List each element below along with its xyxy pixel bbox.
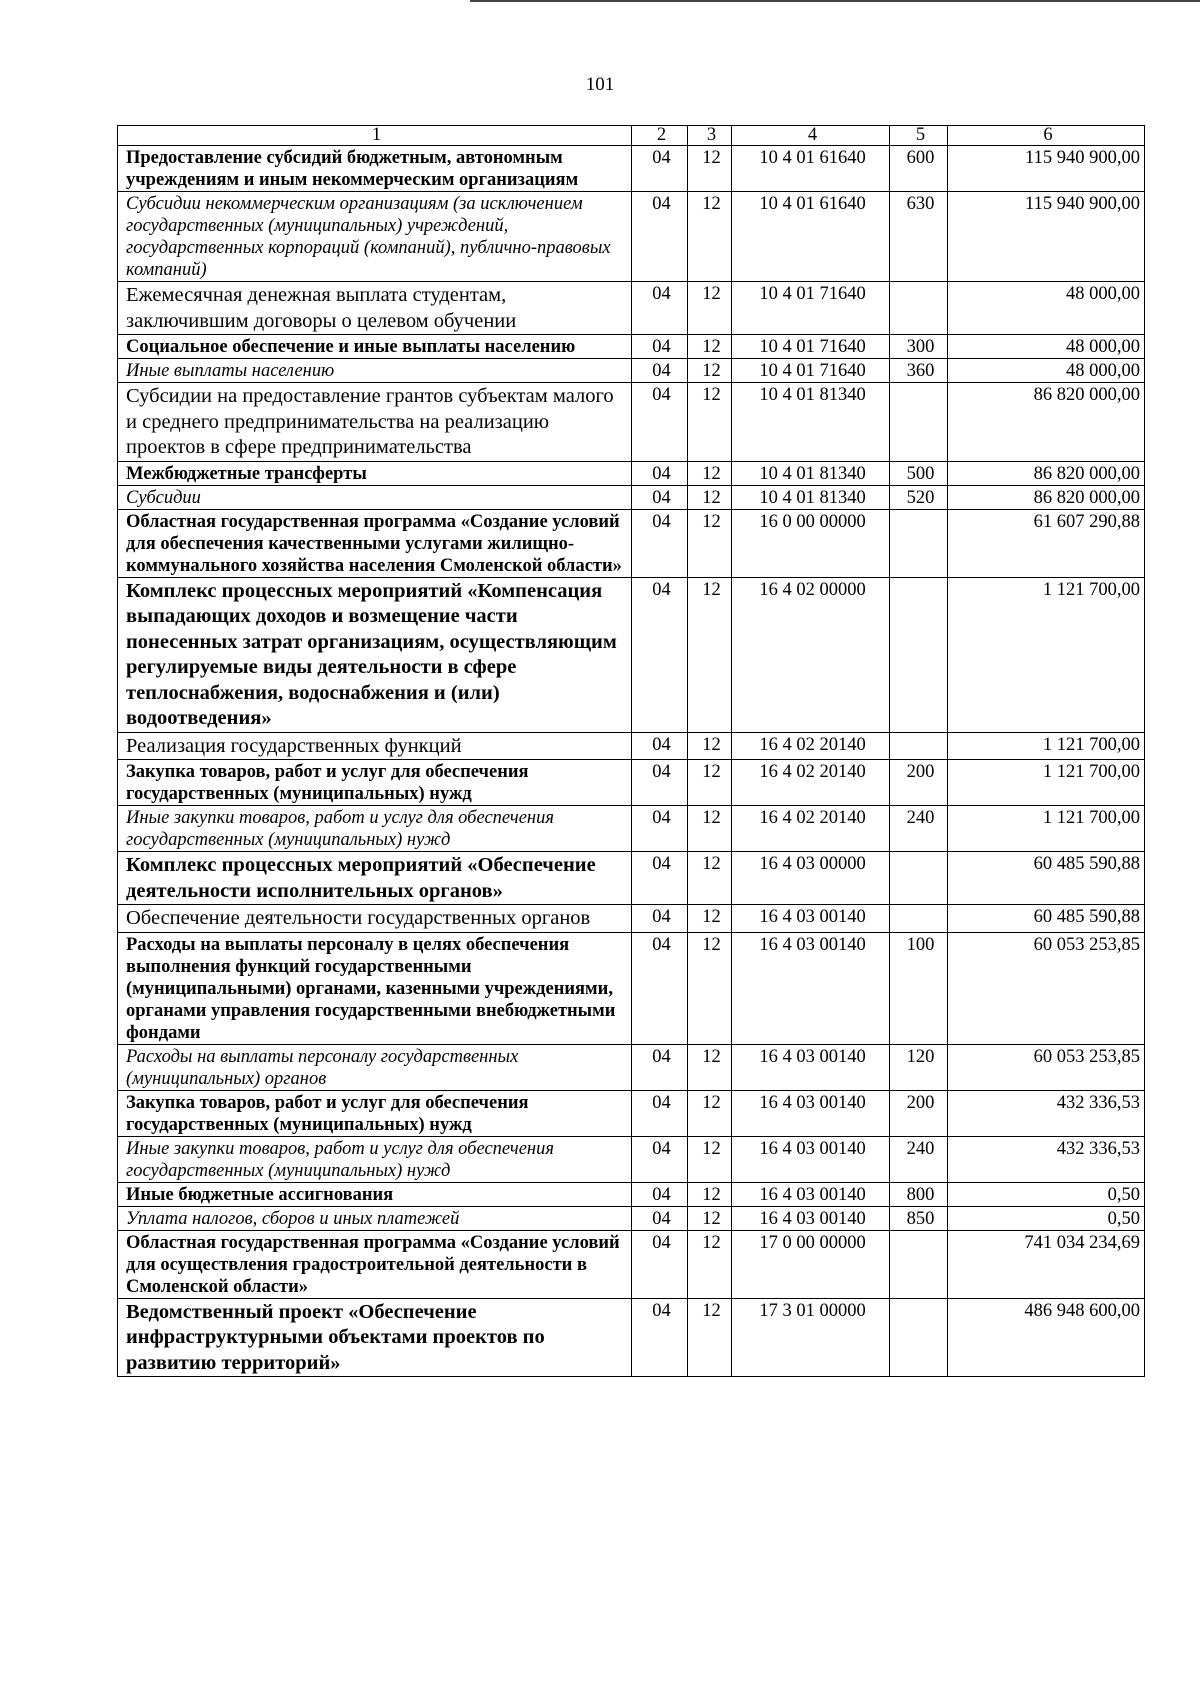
row-subsection-cell: 12 (688, 1136, 732, 1182)
row-section-cell: 04 (632, 1298, 688, 1377)
table-row (118, 1044, 1145, 1090)
row-name-cell: Иные закупки товаров, работ и услуг для обеспечения государственных (муниципальных) нужд (118, 1136, 632, 1182)
header-col-4: 4 (732, 126, 890, 146)
row-expense-type-cell: 200 (890, 1090, 948, 1136)
header-col-6: 6 (948, 126, 1145, 146)
row-amount-cell: 60 053 253,85 (948, 1044, 1145, 1090)
row-expense-type-cell: 500 (890, 461, 948, 485)
table-row (118, 1090, 1145, 1136)
row-name-cell: Закупка товаров, работ и услуг для обеспечения государственных (муниципальных) нужд (118, 1090, 632, 1136)
row-expense-type-cell (890, 852, 948, 905)
row-expense-type-cell: 800 (890, 1182, 948, 1206)
row-section-cell: 04 (632, 335, 688, 359)
row-target-code-cell: 16 4 03 00140 (732, 1090, 890, 1136)
table-row (118, 1182, 1145, 1206)
row-expense-type-cell (890, 732, 948, 760)
row-subsection-cell: 12 (688, 1182, 732, 1206)
row-target-code-cell: 16 4 03 00140 (732, 1182, 890, 1206)
row-target-code-cell: 16 4 03 00000 (732, 852, 890, 905)
row-section-cell: 04 (632, 806, 688, 852)
row-target-code-cell: 10 4 01 61640 (732, 146, 890, 192)
row-amount-cell: 86 820 000,00 (948, 485, 1145, 509)
row-section-cell: 04 (632, 1136, 688, 1182)
row-name-cell: Субсидии (118, 485, 632, 509)
row-section-cell: 04 (632, 932, 688, 1044)
row-expense-type-cell: 100 (890, 932, 948, 1044)
row-expense-type-cell: 360 (890, 359, 948, 383)
table-row (118, 146, 1145, 192)
row-name-cell: Расходы на выплаты персоналу в целях обеспечения выполнения функций государственными (муниципальными) органами, казенными учреждениями, органами управления государственными внебюджетными фондами (118, 932, 632, 1044)
row-amount-cell: 86 820 000,00 (948, 383, 1145, 462)
table-row (118, 577, 1145, 732)
row-target-code-cell: 16 4 03 00140 (732, 1044, 890, 1090)
row-section-cell: 04 (632, 509, 688, 577)
row-section-cell: 04 (632, 577, 688, 732)
table-row (118, 1230, 1145, 1298)
row-subsection-cell: 12 (688, 932, 732, 1044)
row-expense-type-cell: 240 (890, 1136, 948, 1182)
row-section-cell: 04 (632, 282, 688, 335)
row-amount-cell: 486 948 600,00 (948, 1298, 1145, 1377)
table-row (118, 1206, 1145, 1230)
row-expense-type-cell (890, 383, 948, 462)
row-target-code-cell: 16 4 02 20140 (732, 760, 890, 806)
table-row (118, 806, 1145, 852)
row-section-cell: 04 (632, 1090, 688, 1136)
table-row (118, 359, 1145, 383)
row-amount-cell: 1 121 700,00 (948, 732, 1145, 760)
row-section-cell: 04 (632, 760, 688, 806)
row-expense-type-cell (890, 509, 948, 577)
row-expense-type-cell: 240 (890, 806, 948, 852)
table-row (118, 461, 1145, 485)
row-amount-cell: 48 000,00 (948, 282, 1145, 335)
table-row (118, 760, 1145, 806)
row-amount-cell: 1 121 700,00 (948, 760, 1145, 806)
row-name-cell: Реализация государственных функций (118, 732, 632, 760)
row-section-cell: 04 (632, 192, 688, 282)
page-number: 101 (585, 74, 615, 95)
row-name-cell: Уплата налогов, сборов и иных платежей (118, 1206, 632, 1230)
row-amount-cell: 432 336,53 (948, 1090, 1145, 1136)
header-row (118, 126, 1145, 146)
table-row (118, 192, 1145, 282)
row-amount-cell: 60 485 590,88 (948, 905, 1145, 933)
table-row (118, 335, 1145, 359)
row-subsection-cell: 12 (688, 485, 732, 509)
row-amount-cell: 48 000,00 (948, 335, 1145, 359)
header-col-1: 1 (118, 126, 632, 146)
header-col-5: 5 (890, 126, 948, 146)
table-row (118, 485, 1145, 509)
table-row (118, 905, 1145, 933)
row-subsection-cell: 12 (688, 1298, 732, 1377)
table-row (118, 732, 1145, 760)
row-name-cell: Иные закупки товаров, работ и услуг для обеспечения государственных (муниципальных) нужд (118, 806, 632, 852)
row-expense-type-cell (890, 905, 948, 933)
table-row (118, 383, 1145, 462)
row-subsection-cell: 12 (688, 732, 732, 760)
row-expense-type-cell: 200 (890, 760, 948, 806)
row-amount-cell: 60 485 590,88 (948, 852, 1145, 905)
row-target-code-cell: 10 4 01 61640 (732, 192, 890, 282)
row-subsection-cell: 12 (688, 461, 732, 485)
row-section-cell: 04 (632, 146, 688, 192)
row-target-code-cell: 10 4 01 81340 (732, 461, 890, 485)
row-amount-cell: 115 940 900,00 (948, 146, 1145, 192)
row-target-code-cell: 10 4 01 71640 (732, 335, 890, 359)
row-amount-cell: 741 034 234,69 (948, 1230, 1145, 1298)
row-section-cell: 04 (632, 485, 688, 509)
row-amount-cell: 48 000,00 (948, 359, 1145, 383)
row-section-cell: 04 (632, 1230, 688, 1298)
row-name-cell: Иные бюджетные ассигнования (118, 1182, 632, 1206)
budget-table (117, 125, 1145, 1377)
row-amount-cell: 1 121 700,00 (948, 577, 1145, 732)
row-name-cell: Обеспечение деятельности государственных органов (118, 905, 632, 933)
row-expense-type-cell (890, 282, 948, 335)
row-target-code-cell: 16 4 03 00140 (732, 932, 890, 1044)
row-section-cell: 04 (632, 905, 688, 933)
row-subsection-cell: 12 (688, 335, 732, 359)
table-row (118, 1298, 1145, 1377)
row-name-cell: Комплекс процессных мероприятий «Обеспечение деятельности исполнительных органов» (118, 852, 632, 905)
row-section-cell: 04 (632, 732, 688, 760)
header-col-2: 2 (632, 126, 688, 146)
row-amount-cell: 0,50 (948, 1182, 1145, 1206)
row-expense-type-cell: 520 (890, 485, 948, 509)
table-row (118, 932, 1145, 1044)
row-target-code-cell: 16 4 02 00000 (732, 577, 890, 732)
row-subsection-cell: 12 (688, 192, 732, 282)
row-subsection-cell: 12 (688, 146, 732, 192)
row-amount-cell: 86 820 000,00 (948, 461, 1145, 485)
table-row (118, 509, 1145, 577)
row-name-cell: Областная государственная программа «Создание условий для осуществления градостроительной деятельности в Смоленской области» (118, 1230, 632, 1298)
row-subsection-cell: 12 (688, 852, 732, 905)
row-subsection-cell: 12 (688, 509, 732, 577)
row-expense-type-cell: 630 (890, 192, 948, 282)
row-subsection-cell: 12 (688, 1206, 732, 1230)
row-expense-type-cell (890, 1298, 948, 1377)
row-amount-cell: 0,50 (948, 1206, 1145, 1230)
row-expense-type-cell: 600 (890, 146, 948, 192)
row-subsection-cell: 12 (688, 1044, 732, 1090)
header-col-3: 3 (688, 126, 732, 146)
row-target-code-cell: 16 4 03 00140 (732, 905, 890, 933)
row-section-cell: 04 (632, 1206, 688, 1230)
row-subsection-cell: 12 (688, 760, 732, 806)
row-target-code-cell: 16 4 02 20140 (732, 806, 890, 852)
row-subsection-cell: 12 (688, 577, 732, 732)
row-name-cell: Областная государственная программа «Создание условий для обеспечения качественными услугами жилищно-коммунального хозяйства населения Смоленской области» (118, 509, 632, 577)
row-expense-type-cell (890, 1230, 948, 1298)
row-expense-type-cell: 120 (890, 1044, 948, 1090)
scan-top-edge (470, 0, 1200, 2)
row-amount-cell: 61 607 290,88 (948, 509, 1145, 577)
row-name-cell: Межбюджетные трансферты (118, 461, 632, 485)
row-name-cell: Комплекс процессных мероприятий «Компенсация выпадающих доходов и возмещение части понесенных затрат организациям, осуществляющим регулируемые виды деятельности в сфере теплоснабжения, водоснабжения и (или) водоотведения» (118, 577, 632, 732)
row-section-cell: 04 (632, 359, 688, 383)
row-expense-type-cell (890, 577, 948, 732)
row-name-cell: Ведомственный проект «Обеспечение инфраструктурными объектами проектов по развитию территорий» (118, 1298, 632, 1377)
row-amount-cell: 60 053 253,85 (948, 932, 1145, 1044)
row-section-cell: 04 (632, 383, 688, 462)
row-target-code-cell: 17 3 01 00000 (732, 1298, 890, 1377)
row-target-code-cell: 10 4 01 71640 (732, 282, 890, 335)
row-amount-cell: 1 121 700,00 (948, 806, 1145, 852)
table-row (118, 282, 1145, 335)
row-subsection-cell: 12 (688, 359, 732, 383)
row-target-code-cell: 10 4 01 81340 (732, 383, 890, 462)
row-name-cell: Субсидии на предоставление грантов субъектам малого и среднего предпринимательства на реализацию проектов в сфере предпринимательства (118, 383, 632, 462)
row-target-code-cell: 16 4 03 00140 (732, 1136, 890, 1182)
row-subsection-cell: 12 (688, 806, 732, 852)
row-target-code-cell: 16 0 00 00000 (732, 509, 890, 577)
table-body (118, 146, 1145, 1377)
row-subsection-cell: 12 (688, 1230, 732, 1298)
row-expense-type-cell: 850 (890, 1206, 948, 1230)
row-target-code-cell: 10 4 01 71640 (732, 359, 890, 383)
row-target-code-cell: 16 4 02 20140 (732, 732, 890, 760)
row-name-cell: Субсидии некоммерческим организациям (за исключением государственных (муниципальных) учреждений, государственных корпораций (компаний), публично-правовых компаний) (118, 192, 632, 282)
row-name-cell: Расходы на выплаты персоналу государственных (муниципальных) органов (118, 1044, 632, 1090)
row-section-cell: 04 (632, 1182, 688, 1206)
row-section-cell: 04 (632, 1044, 688, 1090)
row-name-cell: Иные выплаты населению (118, 359, 632, 383)
row-amount-cell: 115 940 900,00 (948, 192, 1145, 282)
row-name-cell: Ежемесячная денежная выплата студентам, заключившим договоры о целевом обучении (118, 282, 632, 335)
table-row (118, 852, 1145, 905)
row-subsection-cell: 12 (688, 383, 732, 462)
row-subsection-cell: 12 (688, 1090, 732, 1136)
row-expense-type-cell: 300 (890, 335, 948, 359)
row-section-cell: 04 (632, 852, 688, 905)
table-row (118, 1136, 1145, 1182)
row-name-cell: Социальное обеспечение и иные выплаты населению (118, 335, 632, 359)
row-section-cell: 04 (632, 461, 688, 485)
row-name-cell: Предоставление субсидий бюджетным, автономным учреждениям и иным некоммерческим организациям (118, 146, 632, 192)
row-amount-cell: 432 336,53 (948, 1136, 1145, 1182)
row-subsection-cell: 12 (688, 282, 732, 335)
row-subsection-cell: 12 (688, 905, 732, 933)
row-name-cell: Закупка товаров, работ и услуг для обеспечения государственных (муниципальных) нужд (118, 760, 632, 806)
row-target-code-cell: 16 4 03 00140 (732, 1206, 890, 1230)
row-target-code-cell: 17 0 00 00000 (732, 1230, 890, 1298)
row-target-code-cell: 10 4 01 81340 (732, 485, 890, 509)
